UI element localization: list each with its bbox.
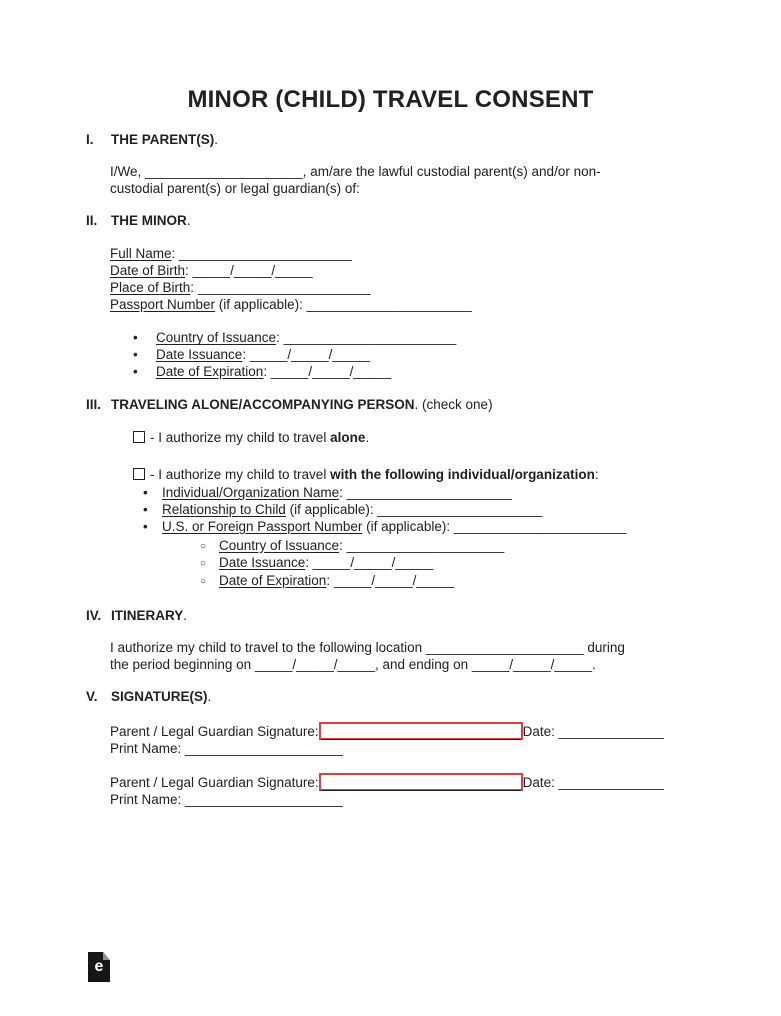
parents-intro-paragraph: I/We, _____________________, am/are the lawful custodial parent(s) and/or non- custodial parent(s) or legal guardian(s) of: bbox=[110, 163, 601, 196]
field-relationship-to-child: • Relationship to Child (if applicable): ______________________ bbox=[143, 501, 543, 517]
date-label: Date: bbox=[522, 724, 559, 740]
itinerary-paragraph: I authorize my child to travel to the following location _____________________ during the period beginning on _____/_____/_____, and ending on _____/_____/_____. bbox=[110, 639, 625, 672]
section-title: SIGNATURE(S). bbox=[111, 689, 212, 705]
date-issuance-2-blank: _____/_____/_____ bbox=[312, 555, 433, 571]
date-issuance-blank: _____/_____/_____ bbox=[249, 347, 370, 363]
section-minor-heading bbox=[86, 213, 781, 230]
full-name-blank: _______________________ bbox=[179, 246, 352, 262]
section-itinerary-heading bbox=[86, 608, 781, 625]
end-date-blank: _____/_____/_____ bbox=[471, 656, 592, 672]
field-date-of-birth: Date of Birth: _____/_____/_____ bbox=[110, 262, 313, 278]
country-of-issuance-2-blank: _____________________ bbox=[346, 537, 505, 553]
field-full-name: Full Name: _______________________ bbox=[110, 246, 352, 262]
signature-row bbox=[110, 773, 781, 792]
section-title: ITINERARY. bbox=[111, 607, 188, 623]
field-us-foreign-passport-number: • U.S. or Foreign Passport Number (if applicable): _______________________ bbox=[143, 518, 627, 534]
print-name-blank: _____________________ bbox=[185, 791, 343, 807]
section-signatures-heading bbox=[86, 689, 781, 706]
section-title: THE MINOR. bbox=[111, 213, 191, 229]
section-traveling-heading bbox=[86, 397, 781, 414]
section-number: I. bbox=[86, 132, 94, 147]
field-date-of-expiration: • Date of Expiration: _____/_____/_____ bbox=[133, 363, 391, 379]
field-individual-organization-name: • Individual/Organization Name: ______________________ bbox=[143, 485, 512, 501]
signature-row bbox=[110, 722, 781, 741]
field-country-of-issuance-2: ○ Country of Issuance: _____________________ bbox=[200, 538, 781, 556]
date-of-birth-blank: _____/_____/_____ bbox=[192, 262, 313, 278]
individual-organization-name-blank: ______________________ bbox=[346, 485, 512, 501]
date-of-expiration-blank: _____/_____/_____ bbox=[270, 363, 391, 379]
date-blank: ______________ bbox=[558, 724, 664, 740]
check-one-note: (check one) bbox=[418, 396, 493, 412]
bullet-icon: • bbox=[133, 347, 138, 363]
option-travel-alone: - I authorize my child to travel alone. bbox=[133, 430, 781, 447]
signature-label: Parent / Legal Guardian Signature: bbox=[110, 724, 319, 740]
section-title: THE PARENT(S). bbox=[111, 132, 219, 147]
bullet-icon: • bbox=[143, 485, 148, 501]
section-number: V. bbox=[86, 689, 98, 705]
field-date-issuance: • Date Issuance: _____/_____/_____ bbox=[133, 347, 370, 363]
section-number: II. bbox=[86, 213, 98, 229]
field-country-of-issuance: • Country of Issuance: _______________________ bbox=[133, 330, 457, 346]
print-name-label: Print Name: bbox=[110, 740, 186, 756]
date-of-expiration-2-blank: _____/_____/_____ bbox=[333, 573, 454, 589]
eforms-logo bbox=[88, 952, 110, 982]
field-passport-number: Passport Number (if applicable): ______________________ bbox=[110, 296, 472, 312]
section-number: IV. bbox=[86, 607, 102, 623]
field-date-of-expiration-2: ○ Date of Expiration: _____/_____/_____ bbox=[200, 573, 781, 591]
field-date-issuance-2: ○ Date Issuance: _____/_____/_____ bbox=[200, 555, 781, 573]
bullet-icon: • bbox=[133, 363, 138, 379]
begin-date-blank: _____/_____/_____ bbox=[254, 656, 375, 672]
checkbox-icon[interactable] bbox=[133, 468, 145, 480]
section-parents-heading bbox=[86, 132, 781, 149]
country-of-issuance-blank: _______________________ bbox=[283, 330, 457, 346]
parents-name-blank: _____________________ bbox=[145, 163, 303, 179]
print-name-label: Print Name: bbox=[110, 791, 186, 807]
print-name-row bbox=[110, 792, 781, 809]
travel-location-blank: _____________________ bbox=[425, 639, 584, 655]
signature-line bbox=[321, 790, 521, 791]
field-place-of-birth: Place of Birth: _______________________ bbox=[110, 279, 371, 295]
print-name-row bbox=[110, 741, 781, 758]
us-foreign-passport-number-blank: _______________________ bbox=[453, 518, 627, 534]
print-name-blank: _____________________ bbox=[185, 740, 343, 756]
bullet-icon: • bbox=[143, 501, 148, 517]
passport-number-blank: ______________________ bbox=[306, 296, 472, 312]
option-travel-with: - I authorize my child to travel with the following individual/organization: bbox=[133, 467, 781, 484]
relationship-to-child-blank: ______________________ bbox=[377, 501, 543, 517]
signature-line bbox=[321, 739, 521, 740]
bullet-icon: • bbox=[133, 330, 138, 346]
circle-bullet-icon: ○ bbox=[200, 540, 207, 552]
checkbox-icon[interactable] bbox=[133, 431, 145, 443]
logo-letter: e bbox=[94, 958, 104, 975]
section-number: III. bbox=[86, 396, 102, 412]
bullet-icon: • bbox=[143, 518, 148, 534]
circle-bullet-icon: ○ bbox=[200, 558, 207, 570]
signature-field[interactable] bbox=[319, 722, 523, 740]
section-title: TRAVELING ALONE/ACCOMPANYING PERSON. (check one) bbox=[111, 396, 493, 412]
circle-bullet-icon: ○ bbox=[200, 576, 207, 588]
place-of-birth-blank: _______________________ bbox=[197, 279, 371, 295]
date-label: Date: bbox=[522, 774, 559, 790]
document-title: MINOR (CHILD) TRAVEL CONSENT bbox=[187, 86, 594, 113]
date-blank: ______________ bbox=[558, 774, 664, 790]
signature-label: Parent / Legal Guardian Signature: bbox=[110, 774, 319, 790]
signature-field[interactable] bbox=[319, 773, 523, 791]
